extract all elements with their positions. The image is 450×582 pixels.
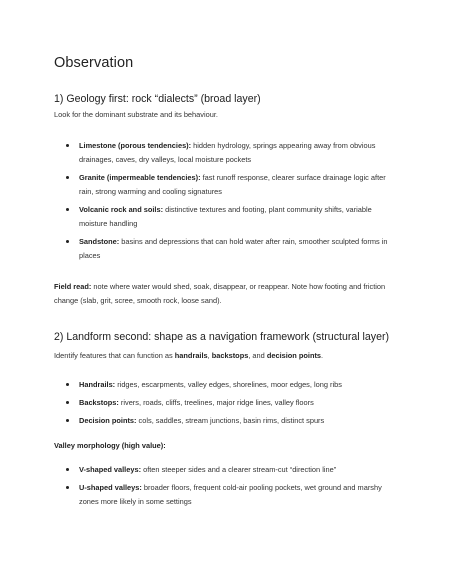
list-item-desc: broader floors, frequent cold-air pooling pockets, wet ground and marshy zones more likely in some settings [79,483,382,506]
bullet-icon [66,240,69,243]
bullet-icon [66,208,69,211]
bullet-icon [66,401,69,404]
list-item-term: Limestone (porous tendencies): [79,141,192,150]
field-read-text: note where water would shed, soak, disappear, or reappear. Note how footing and friction change (slab, grit, scree, smooth rock, loose sand). [54,282,386,305]
intro-separator: , [207,351,212,360]
list-item [54,171,399,199]
field-read-label: Field read: [54,282,92,291]
list-item-term: U-shaped valleys: [79,483,142,492]
list-item-desc: cols, saddles, stream junctions, basin rims, distinct spurs [136,416,325,425]
list-item-term: Granite (impermeable tendencies): [79,173,201,182]
list-item-desc: ridges, escarpments, valley edges, shorelines, moor edges, long ribs [115,380,342,389]
bullet-icon [66,383,69,386]
list-item-desc: fast runoff response, clearer surface drainage logic after rain, strong warming and cooling signatures [79,173,386,196]
section1-list [54,139,399,263]
list-item-desc: basins and depressions that can hold water after rain, smoother sculpted forms in places [79,237,388,260]
intro-text: Identify features that can function as [54,351,175,360]
valley-list [54,463,399,509]
list-item [54,414,399,428]
list-item [54,378,399,392]
list-item [54,481,399,509]
list-item [54,235,399,263]
list-item-term: Sandstone: [79,237,120,246]
valley-morphology-label: Valley morphology (high value): [54,441,166,450]
bullet-icon [66,468,69,471]
list-item-desc: distinctive textures and footing, plant community shifts, variable moisture handling [79,205,372,228]
bullet-icon [66,419,69,422]
field-read-paragraph [54,280,404,308]
list-item-term: Handrails: [79,380,116,389]
section1-heading: 1) Geology first: rock “dialects” (broad layer) [54,93,261,105]
list-item [54,463,399,477]
list-item-desc: rivers, roads, cliffs, treelines, major ridge lines, valley floors [118,398,314,407]
list-item-desc: often steeper sides and a clearer stream-cut “direction line” [141,465,337,474]
list-item [54,396,399,410]
list-item-term: V-shaped valleys: [79,465,142,474]
list-item-term: Decision points: [79,416,137,425]
intro-end: . [321,351,324,360]
bullet-icon [66,176,69,179]
list-item [54,139,399,167]
intro-separator: , and [248,351,267,360]
list-item [54,203,399,231]
list-item-desc: hidden hydrology, springs appearing away from obvious drainages, caves, dry valleys, local moisture pockets [79,141,376,164]
page-title: Observation [54,55,134,71]
section2-intro [54,351,323,360]
bullet-icon [66,144,69,147]
section1-intro: Look for the dominant substrate and its behaviour. [54,110,218,119]
intro-decision-points: decision points [266,351,322,360]
section2-heading: 2) Landform second: shape as a navigation framework (structural layer) [54,331,390,343]
bullet-icon [66,486,69,489]
list-item-term: Backstops: [79,398,119,407]
intro-backstops: backstops [211,351,249,360]
intro-handrails: handrails [174,351,208,360]
section2-list [54,378,399,428]
list-item-term: Volcanic rock and soils: [79,205,164,214]
